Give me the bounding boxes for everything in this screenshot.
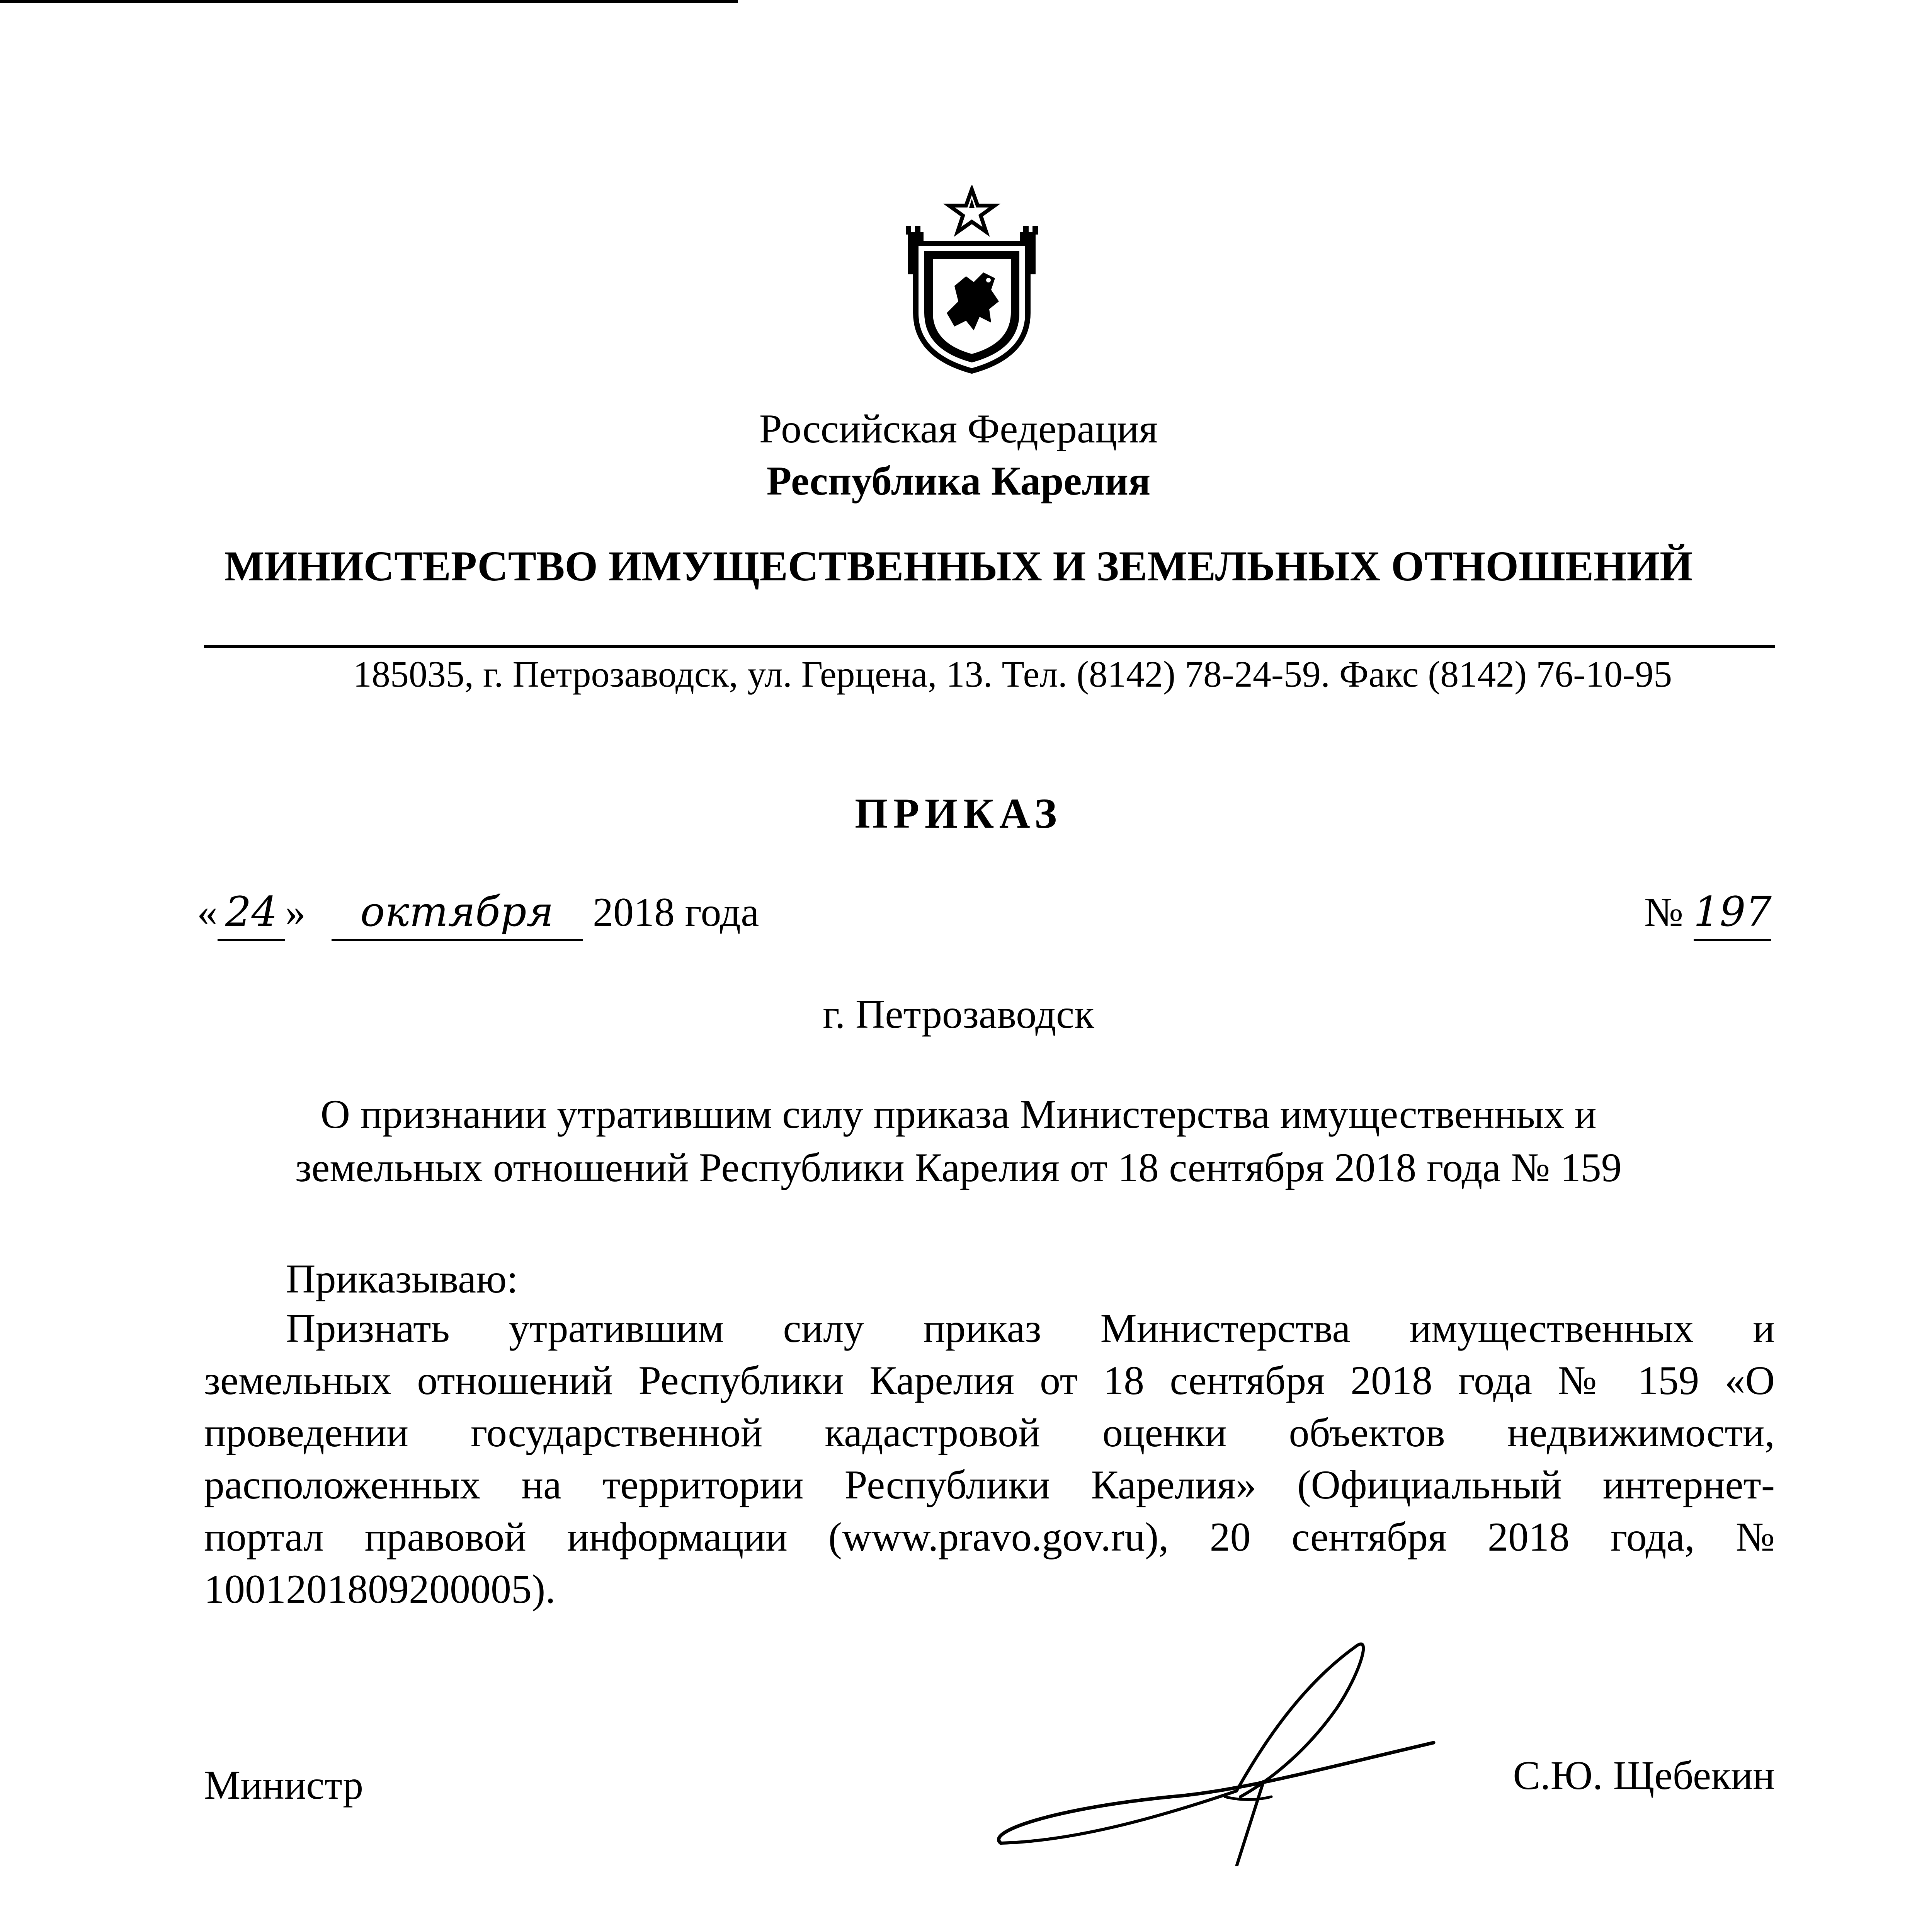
- document-type: ПРИКАЗ: [855, 790, 1062, 837]
- body-line: Признать утратившим силу приказ Министерства имущественных и: [286, 1306, 1775, 1351]
- date-day: 24: [218, 885, 285, 941]
- body-line: расположенных на территории Республики Карелия» (Официальный интернет-: [204, 1462, 1775, 1507]
- issue-city: г. Петрозаводск: [823, 992, 1094, 1037]
- region-name: Республика Карелия: [766, 458, 1151, 503]
- body-line: портал правовой информации (www.pravo.gov.ru), 20 сентября 2018 года, №: [204, 1514, 1775, 1560]
- date-month: октября: [332, 885, 583, 941]
- date-close-quote: »: [285, 889, 306, 935]
- number-value: 197: [1694, 885, 1771, 941]
- document-date: [197, 885, 759, 941]
- country-name: Российская Федерация: [759, 406, 1158, 451]
- karelia-coat-of-arms-icon: [900, 185, 1043, 375]
- header-divider: [204, 645, 1775, 648]
- body-line: проведении государственной кадастровой оценки объектов недвижимости,: [204, 1410, 1775, 1455]
- document-number: [1644, 885, 1771, 941]
- date-open-quote: «: [197, 889, 218, 935]
- order-body: [204, 1302, 1775, 1615]
- ministry-name: МИНИСТЕРСТВО ИМУЩЕСТВЕННЫХ И ЗЕМЕЛЬНЫХ ОТНОШЕНИЙ: [224, 543, 1693, 590]
- date-year: 2018 года: [593, 889, 759, 935]
- body-line: земельных отношений Республики Карелия от 18 сентября 2018 года № 159 «О: [204, 1358, 1775, 1403]
- ministry-address: 185035, г. Петрозаводск, ул. Герцена, 13. Тел. (8142) 78-24-59. Факс (8142) 76-10-95: [353, 653, 1672, 695]
- signer-position: Министр: [204, 1762, 364, 1808]
- number-label: №: [1644, 889, 1684, 935]
- scan-top-rule: [0, 0, 738, 3]
- handwritten-signature: [970, 1615, 1472, 1866]
- subject-line: земельных отношений Республики Карелия от 18 сентября 2018 года № 159: [295, 1145, 1622, 1190]
- subject-line: О признании утратившим силу приказа Министерства имущественных и: [320, 1092, 1597, 1137]
- document-subject: [0, 1088, 1917, 1194]
- signer-name: С.Ю. Щебекин: [1513, 1753, 1775, 1798]
- body-line: 1001201809200005).: [204, 1566, 556, 1612]
- order-word: Приказываю:: [286, 1256, 518, 1301]
